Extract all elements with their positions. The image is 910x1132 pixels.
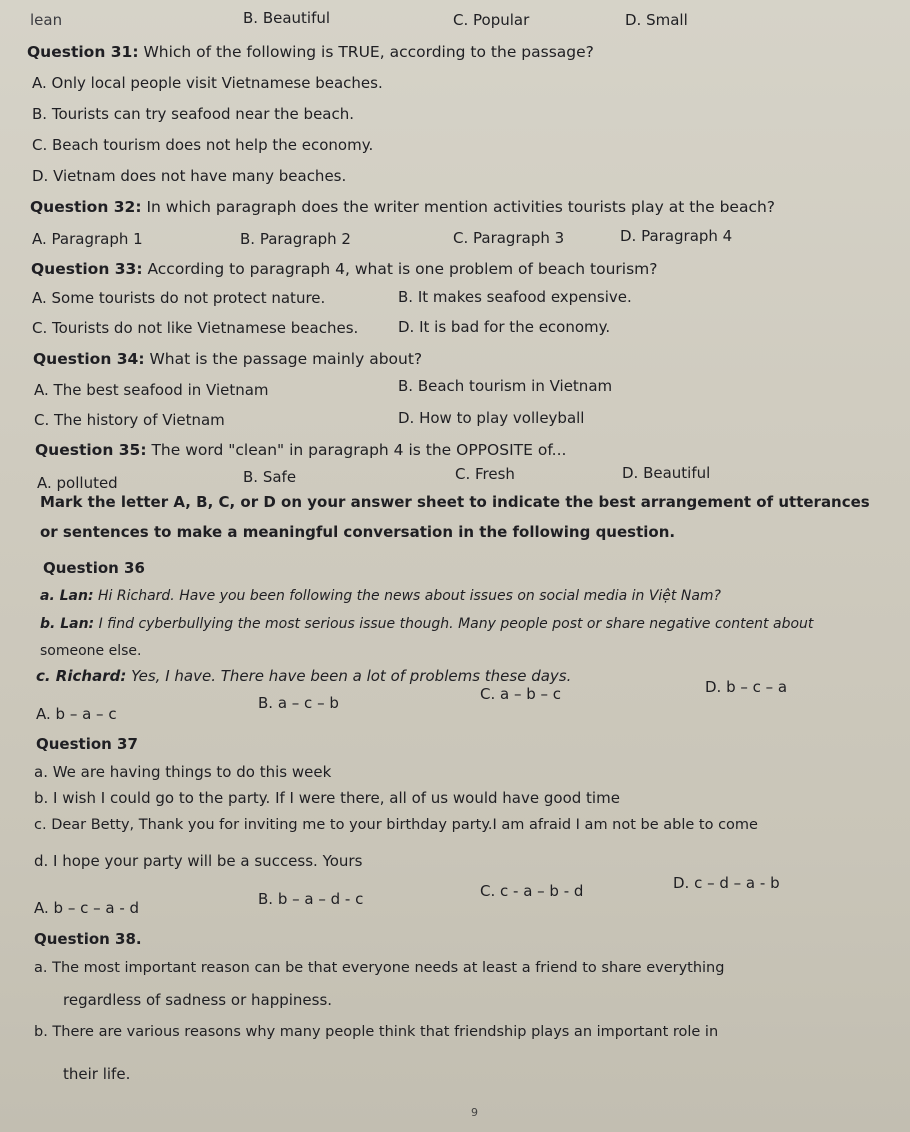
q31-option-d: D. Vietnam does not have many beaches. xyxy=(32,167,347,185)
q32-option-c: C. Paragraph 3 xyxy=(453,229,565,247)
question-32-label: Question 32: xyxy=(30,198,142,216)
q36-option-d: D. b – c – a xyxy=(705,678,788,696)
question-32-text: In which paragraph does the writer mention activities tourists play at the beach? xyxy=(141,198,776,216)
q32-option-d: D. Paragraph 4 xyxy=(620,227,733,245)
q34-option-d: D. How to play volleyball xyxy=(398,409,585,427)
question-31-text: Which of the following is TRUE, according to the passage? xyxy=(138,43,594,61)
q36-b-continuation: someone else. xyxy=(40,643,142,659)
q34-option-a: A. The best seafood in Vietnam xyxy=(34,381,269,399)
q36-b-text: I find cyberbullying the most serious issue though. Many people post or share negative content about xyxy=(94,616,814,632)
q36-c-speaker: c. Richard: xyxy=(36,667,127,685)
page-number: 9 xyxy=(471,1106,478,1119)
q33-option-b: B. It makes seafood expensive. xyxy=(398,288,632,306)
top-option-d: D. Small xyxy=(625,11,688,29)
q37-line-b: b. I wish I could go to the party. If I were there, all of us would have good time xyxy=(34,789,620,807)
q38-line-b-cont: their life. xyxy=(63,1065,131,1083)
question-35-label: Question 35: xyxy=(35,441,147,459)
q37-option-a: A. b – c – a - d xyxy=(34,899,140,917)
q34-option-c: C. The history of Vietnam xyxy=(34,411,225,429)
q35-option-d: D. Beautiful xyxy=(622,464,711,482)
q37-line-d: d. I hope your party will be a success. Yours xyxy=(34,852,363,870)
q36-option-c: C. a – b – c xyxy=(480,685,562,703)
question-33-label: Question 33: xyxy=(31,260,143,278)
q37-option-c: C. c - a – b - d xyxy=(480,882,584,900)
question-38-title: Question 38. xyxy=(34,930,142,948)
q31-option-c: C. Beach tourism does not help the economy. xyxy=(32,136,374,154)
q37-option-b: B. b – a – d - c xyxy=(258,890,364,908)
q38-line-a-cont: regardless of sadness or happiness. xyxy=(63,991,333,1009)
q33-option-a: A. Some tourists do not protect nature. xyxy=(32,289,326,307)
top-option-c: C. Popular xyxy=(453,11,530,29)
question-36-title: Question 36 xyxy=(43,559,145,577)
question-34-text: What is the passage mainly about? xyxy=(144,350,423,368)
q33-option-c: C. Tourists do not like Vietnamese beaches. xyxy=(32,319,359,337)
q36-a-text: Hi Richard. Have you been following the news about issues on social media in Việt Nam? xyxy=(93,588,721,604)
q37-line-c: c. Dear Betty, Thank you for inviting me to your birthday party.I am afraid I am not be able to come xyxy=(34,817,758,833)
q31-option-a: A. Only local people visit Vietnamese beaches. xyxy=(32,74,383,92)
question-35 xyxy=(35,440,566,460)
question-31 xyxy=(27,42,594,62)
q37-option-d: D. c – d – a - b xyxy=(673,874,780,892)
q36-option-b: B. a – c – b xyxy=(258,694,339,712)
q33-option-d: D. It is bad for the economy. xyxy=(398,318,611,336)
q38-line-b: b. There are various reasons why many people think that friendship plays an important role in xyxy=(34,1024,719,1040)
question-34 xyxy=(33,349,422,369)
q36-c-text: Yes, I have. There have been a lot of problems these days. xyxy=(126,667,572,685)
q31-option-b: B. Tourists can try seafood near the beach. xyxy=(32,105,355,123)
q36-a-speaker: a. Lan: xyxy=(40,588,94,604)
q36-option-a: A. b – a – c xyxy=(36,705,117,723)
question-31-label: Question 31: xyxy=(27,43,139,61)
top-option-a: lean xyxy=(30,11,63,29)
question-37-title: Question 37 xyxy=(36,735,138,753)
question-33-text: According to paragraph 4, what is one problem of beach tourism? xyxy=(142,260,658,278)
q36-b-speaker: b. Lan: xyxy=(40,616,95,632)
q32-option-a: A. Paragraph 1 xyxy=(32,230,143,248)
q36-line-c xyxy=(36,666,571,686)
q37-line-a: a. We are having things to do this week xyxy=(34,763,332,781)
question-35-text: The word "clean" in paragraph 4 is the OPPOSITE of... xyxy=(146,441,567,459)
q34-option-b: B. Beach tourism in Vietnam xyxy=(398,377,613,395)
q35-option-a: A. polluted xyxy=(37,474,118,492)
instruction-line-1: Mark the letter A, B, C, or D on your answer sheet to indicate the best arrangement of utterances xyxy=(40,493,870,511)
instruction-line-2: or sentences to make a meaningful conversation in the following question. xyxy=(40,523,676,541)
question-33 xyxy=(31,259,657,279)
question-32 xyxy=(30,197,775,217)
q36-line-a xyxy=(40,586,721,606)
question-34-label: Question 34: xyxy=(33,350,145,368)
q35-option-b: B. Safe xyxy=(243,468,297,486)
top-option-b: B. Beautiful xyxy=(243,9,331,27)
q38-line-a: a. The most important reason can be that everyone needs at least a friend to share everything xyxy=(34,960,725,976)
q36-line-b xyxy=(40,614,813,634)
q35-option-c: C. Fresh xyxy=(455,465,515,483)
q32-option-b: B. Paragraph 2 xyxy=(240,230,351,248)
